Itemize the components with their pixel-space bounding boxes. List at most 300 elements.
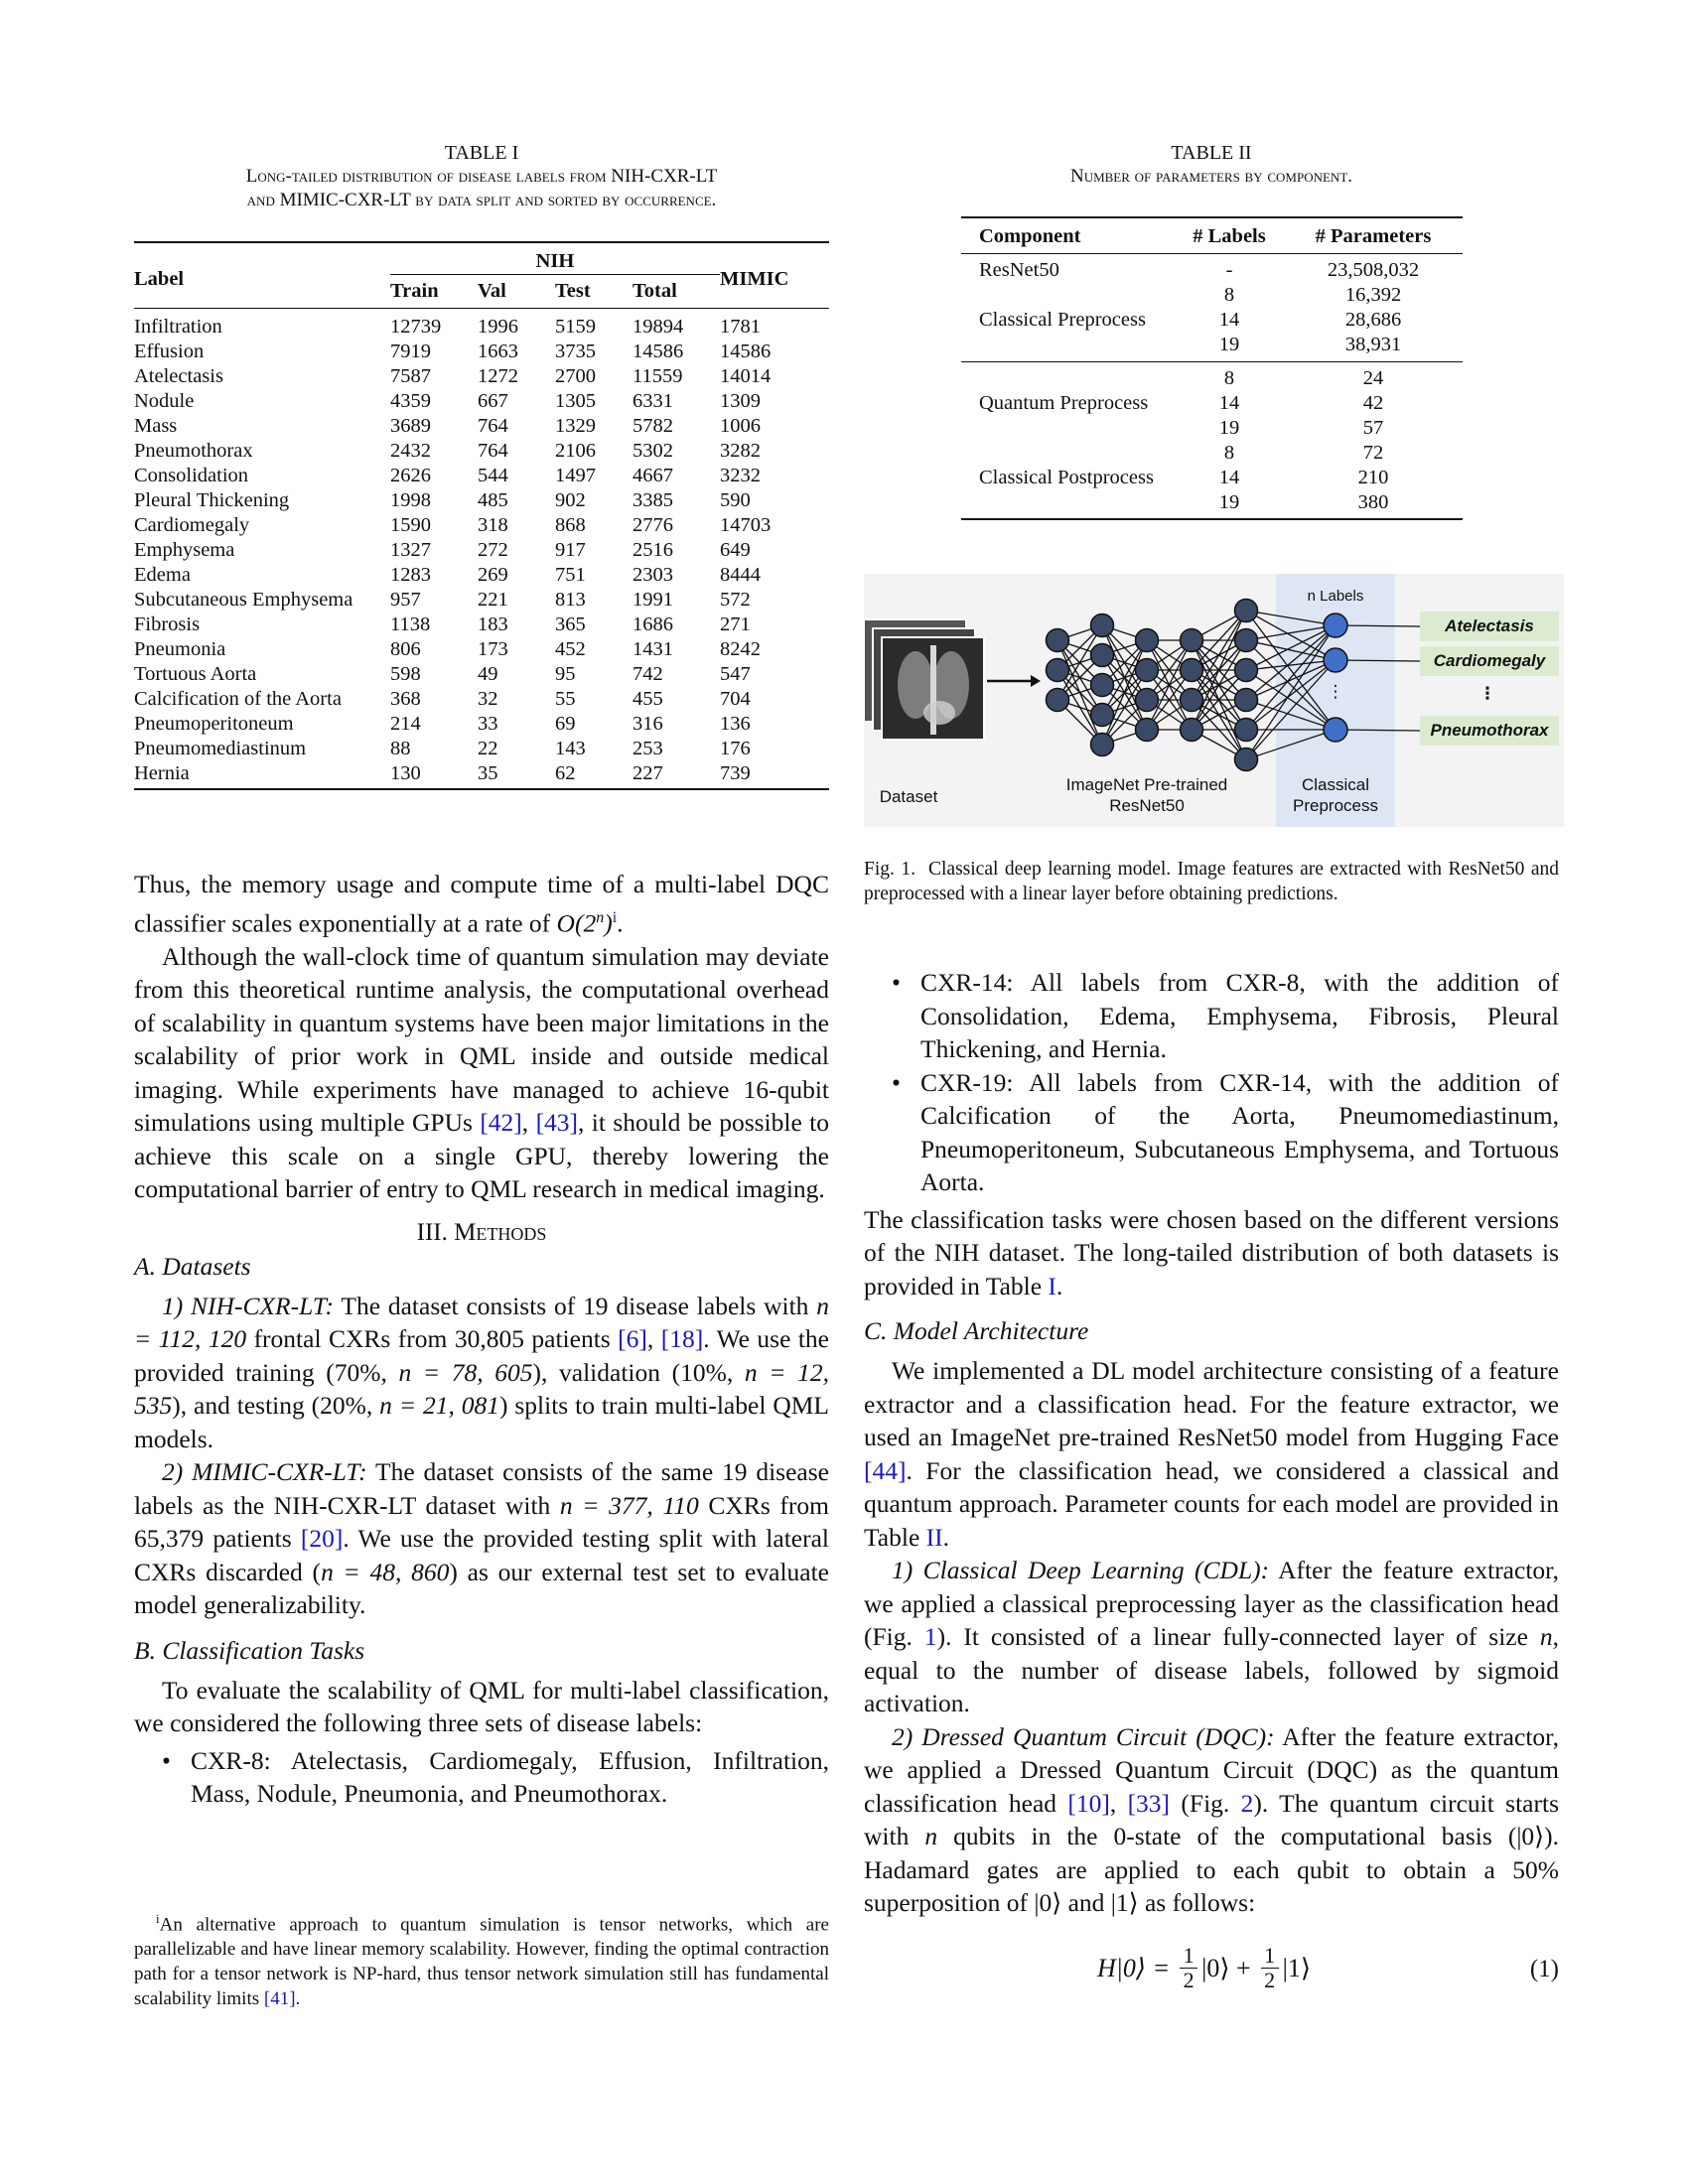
output-label-atelectasis: Atelectasis <box>1445 616 1534 635</box>
para-dqc: 2) Dressed Quantum Circuit (DQC): After the feature extractor, we applied a Dressed Quantum Circuit (DQC) as the quantum classification head [10], [33] (Fig. 2). The quantum circuit starts with n qubits in the 0-state of the computational basis (|0⟩). Hadamard gates are applied to each qubit to obtain a 50% superposition of |0⟩ and |1⟩ as follows: <box>864 1721 1559 1917</box>
ma-text-b: . For the classification head, we considered a classical and quantum approach. Parameter counts for each model are provided in Table <box>864 1455 1559 1552</box>
table1-caption <box>134 141 829 212</box>
table-cell-value: 6331 <box>633 390 673 412</box>
table-cell-value: 2700 <box>555 365 596 387</box>
eq-frac-1: $\frac{1}{2}$ <box>1180 1944 1197 1992</box>
table-cell-value: 806 <box>390 638 421 660</box>
table2-labels-cell: 8 <box>1223 284 1235 306</box>
table-cell-value: 1686 <box>633 614 673 635</box>
para-wall-clock-end: , it should be possible to achieve this scale on a single GPU, thereby lowering the computational barrier of entry to QML research in medical imaging. <box>134 1108 830 1203</box>
table-cell-value: 272 <box>478 539 508 561</box>
table-row <box>134 538 829 563</box>
table-cell-label: Infiltration <box>134 316 222 338</box>
table-cell-value: 14014 <box>720 365 772 387</box>
table-cell-value: 1305 <box>555 390 596 412</box>
table-cell-value: 2626 <box>390 465 431 486</box>
table-cell-value: 957 <box>390 589 421 611</box>
table1 <box>134 241 829 790</box>
table1-header-mimic: MIMIC <box>720 268 789 290</box>
cite-41[interactable]: [41] <box>263 1988 296 2010</box>
table2-component-cell <box>961 441 1175 466</box>
table-cell-value: 1590 <box>390 514 431 536</box>
para-wall-clock: Although the wall-clock time of quantum simulation may deviate from this theoretical runtime analysis, the computational overhead of scalability in quantum systems have been major limitations in the scalability of prior work in QML inside and outside medical imaging. While experiments have managed to achieve 16-qubit simulations using multiple GPUs [42], [43], it should be possible to achieve this scale on a single GPU, thereby lowering the computational barrier of entry to QML research in medical imaging. <box>134 941 830 1203</box>
table-cell-value: 271 <box>720 614 751 635</box>
table-cell-value: 8242 <box>720 638 761 660</box>
table2-params-cell: 380 <box>1357 491 1389 513</box>
table-cell-label: Consolidation <box>134 465 249 486</box>
cite-10[interactable]: [10] <box>1067 1788 1110 1818</box>
table-cell-value: 649 <box>720 539 751 561</box>
network-node <box>1091 734 1114 756</box>
para-classification-tasks: To evaluate the scalability of QML for multi-label classification, we considered the following three sets of disease labels: <box>134 1675 829 1737</box>
table-cell-value: 35 <box>478 762 498 784</box>
table1-number: TABLE I <box>444 142 519 164</box>
table-cell-value: 143 <box>555 738 586 759</box>
table2-labels-cell: 19 <box>1218 491 1240 513</box>
table-cell-value: 1781 <box>720 316 761 338</box>
table-cell-value: 1998 <box>390 489 431 511</box>
table-row <box>134 340 829 364</box>
para-model-architecture: We implemented a DL model architecture consisting of a feature extractor and a classification head. For the feature extractor, we used an ImageNet pre-trained ResNet50 model from Hugging Face [44]. For the classification head, we considered a classical and quantum approach. Parameter counts for each model are provided in Table II. <box>864 1356 1559 1552</box>
nih-dataset-head: 1) NIH-CXR-LT: <box>162 1291 335 1320</box>
figure1-diagram <box>864 574 1564 827</box>
equation-1-body: H|0⟩ = $\frac{1}{2}$ |0⟩ + $\frac{1}{2}$ |1⟩ <box>1097 1943 1311 1992</box>
table2-params-cell: 23,508,032 <box>1327 259 1420 281</box>
table-row <box>134 439 829 464</box>
table2-labels-cell: 14 <box>1218 309 1240 331</box>
mimic-n-test: n = 48, 860 <box>321 1557 450 1586</box>
table-cell-value: 1272 <box>478 365 518 387</box>
table-cell-value: 2776 <box>633 514 673 536</box>
table-cell-value: 183 <box>478 614 508 635</box>
table-cell-value: 32 <box>478 688 498 710</box>
table-cell-value: 751 <box>555 564 586 586</box>
table-row <box>961 466 1463 490</box>
ref-fig-1[interactable]: 1 <box>923 1622 937 1651</box>
cdl-head: 1) Classical Deep Learning (CDL): <box>892 1556 1270 1584</box>
table-cell-label: Pneumoperitoneum <box>134 713 294 735</box>
table-row <box>134 588 829 613</box>
network-node <box>1235 719 1258 742</box>
table2-labels-cell: 14 <box>1218 467 1240 488</box>
table-cell-value: 95 <box>555 663 576 685</box>
equation-1 <box>864 1936 1559 2005</box>
table-cell-value: 764 <box>478 415 508 437</box>
dqc-n: n <box>924 1822 938 1850</box>
para-mimic-dataset <box>134 1455 829 1622</box>
table2-labels-cell: 19 <box>1218 334 1240 355</box>
table-row <box>961 283 1463 308</box>
table2 <box>961 216 1463 520</box>
nih-n-val: n = 12, 535 <box>134 1357 830 1420</box>
list-item-cxr8: • CXR-8: Atelectasis, Cardiomegaly, Effusion, Infiltration, Mass, Nodule, Pneumonia, and Pneumothorax. <box>162 1745 829 1808</box>
table-cell-value: 1329 <box>555 415 596 437</box>
table-cell-label: Effusion <box>134 341 205 362</box>
table-cell-value: 902 <box>555 489 586 511</box>
table-cell-value: 130 <box>390 762 421 784</box>
table-cell-value: 742 <box>633 663 663 685</box>
table-cell-value: 88 <box>390 738 411 759</box>
table2-number: TABLE II <box>1171 142 1252 164</box>
network-node <box>1091 704 1114 727</box>
table-cell-value: 14703 <box>720 514 772 536</box>
table-cell-value: 365 <box>555 614 586 635</box>
network-node <box>1181 719 1203 742</box>
task-list-left <box>134 1744 829 1811</box>
task-list-right <box>864 966 1559 1199</box>
table-row <box>134 712 829 737</box>
nih-text-f: ) splits to train multi-label QML models. <box>134 1391 829 1453</box>
table2-component-cell: Quantum Preprocess <box>979 392 1149 414</box>
table-cell-label: Subcutaneous Emphysema <box>134 589 353 611</box>
cxr19-text: CXR-19: All labels from CXR-14, with the addition of Calcification of the Aorta, Pneumomediastinum, Pneumoperitoneum, Subcutaneous Emphysema, and Tortuous Aorta. <box>920 1067 1559 1196</box>
table-row <box>134 464 829 488</box>
table-cell-value: 69 <box>555 713 576 735</box>
table-cell-value: 485 <box>478 489 508 511</box>
table-cell-value: 3735 <box>555 341 596 362</box>
table-cell-value: 227 <box>633 762 663 784</box>
nih-text-d: ), validation (10%, <box>532 1357 745 1387</box>
para-cdl <box>864 1554 1559 1720</box>
table-cell-value: 1663 <box>478 341 518 362</box>
table-row <box>961 490 1463 519</box>
table-row <box>134 364 829 389</box>
eq-lhs: H|0⟩ = <box>1097 1953 1171 1982</box>
network-node <box>1091 614 1114 637</box>
para-tasks-chosen: The classification tasks were chosen based on the different versions of the NIH dataset. The long-tailed distribution of both datasets is provided in Table I. <box>864 1204 1559 1300</box>
backbone-label-2: ResNet50 <box>1109 796 1185 815</box>
table-cell-value: 253 <box>633 738 663 759</box>
table2-params-cell: 57 <box>1362 417 1384 439</box>
cdl-text-b: ). It consisted of a linear fully-connected layer of size <box>936 1622 1540 1651</box>
table2-params-cell: 24 <box>1362 367 1384 389</box>
list-item-cxr19: • CXR-19: All labels from CXR-14, with the addition of Calcification of the Aorta, Pneumomediastinum, Pneumoperitoneum, Subcutaneous Emphysema, and Tortuous Aorta. <box>892 1067 1559 1196</box>
table2-labels-cell: 14 <box>1218 392 1240 414</box>
table-row <box>134 488 829 513</box>
table-cell-value: 2303 <box>633 564 673 586</box>
table2-component-cell <box>961 333 1175 362</box>
table-cell-label: Hernia <box>134 762 190 784</box>
table-cell-label: Pneumothorax <box>134 440 253 462</box>
table-row <box>134 414 829 439</box>
table-cell-label: Cardiomegaly <box>134 514 250 536</box>
table-cell-value: 49 <box>478 663 498 685</box>
left-body: Thus, the memory usage and compute time of a multi-label DQC classifier scales exponentially at a rate of O(2$^n$)$^i$. Although the wall-clock time of quantum simulation may deviate from this theoretical runtime analysis, the computational overhead of scalability in quantum systems have been major limitations in the scalability of prior work in QML inside and outside medical imaging. While experiments have managed to achieve 16-qubit simulations using multiple GPUs [42], [43], it should be possible to achieve this scale on a single GPU, thereby lowering the computational barrier of entry to QML research in medical imaging. III. Methods A. Datasets 1) NIH-CXR-LT: The dataset consists of 19 disease labels with n = 112, 120 frontal CXRs from 30,805 patients [6], [18]. We use the provided training (70%, n = 78, 605), validation (10%, n = 12, 535), and testing (20%, n = 21, 081) splits to train multi-label QML models. 2) MIMIC-CXR-LT: The dataset consists of the same 19 disease labels as the NIH-CXR-LT dataset with n = 377, 110 CXRs from 65,379 patients [20]. We use the provided testing split with lateral CXRs discarded (n = 48, 860) as our external test set to evaluate model generalizability. B. Classification Tasks To evaluate the scalability of QML for multi-label classification, we considered the following three sets of disease labels: • CXR-8: Atelectasis, Cardiomegaly, Effusion, Infiltration, Mass, Nodule, Pneumonia, and Pneumothorax. <box>134 868 829 1811</box>
table2-title: Number of parameters by component. <box>1069 166 1353 187</box>
table2-component-cell <box>961 362 1175 392</box>
table-cell-value: 4359 <box>390 390 431 412</box>
ref-fig-2[interactable]: 2 <box>1240 1788 1254 1818</box>
table-cell-label: Nodule <box>134 390 195 412</box>
table-cell-value: 3385 <box>633 489 673 511</box>
footnote-ref-i[interactable]: i <box>612 908 618 926</box>
network-node <box>1047 629 1069 652</box>
footnote-text: An alternative approach to quantum simulation is tensor networks, which are parallelizable and have linear memory scalability. However, finding the optimal contraction path for a tensor network is NP-hard, thus tensor network simulation still has fundamental scalability limits <box>134 1914 829 2010</box>
table1-subheader-total: Total <box>633 280 677 302</box>
table-cell-value: 1497 <box>555 465 596 486</box>
nih-text-c: . We use the provided training (70%, <box>134 1324 830 1387</box>
table2-component-cell <box>961 416 1175 441</box>
xray-images-icon <box>864 619 984 740</box>
para-wall-clock-text: Although the wall-clock time of quantum simulation may deviate from this theoretical runtime analysis, the computational overhead of scalability in quantum systems have been major limitations in the scalability of prior work in QML inside and outside medical imaging. While experiments have managed to achieve 16-qubit simulations using multiple GPUs <box>134 941 829 1137</box>
dqc-head: 2) Dressed Quantum Circuit (DQC): <box>892 1721 1275 1751</box>
cite-33[interactable]: [33] <box>1127 1788 1171 1818</box>
table-row <box>134 613 829 637</box>
table-cell-label: Fibrosis <box>134 614 201 635</box>
table-cell-value: 22 <box>478 738 498 759</box>
table-cell-label: Tortuous Aorta <box>134 663 257 685</box>
table-cell-value: 176 <box>720 738 751 759</box>
table-row <box>134 662 829 687</box>
table-cell-label: Mass <box>134 415 178 437</box>
table-row <box>961 308 1463 333</box>
nih-n-total: n = 112, 120 <box>134 1291 829 1353</box>
output-node <box>1324 648 1347 672</box>
table-cell-label: Edema <box>134 564 191 586</box>
table-cell-value: 318 <box>478 514 508 536</box>
dataset-label: Dataset <box>879 787 938 806</box>
table-cell-value: 704 <box>720 688 751 710</box>
table-cell-value: 1138 <box>390 614 431 635</box>
table2-component-cell <box>961 490 1175 519</box>
table-cell-value: 590 <box>720 489 751 511</box>
head-label-2: Preprocess <box>1293 796 1378 815</box>
table2-params-cell: 210 <box>1357 467 1389 488</box>
output-node <box>1324 614 1347 637</box>
table-row <box>134 563 829 588</box>
dqc-text-b: ). The quantum circuit starts with <box>864 1788 1559 1850</box>
n-labels-text: n Labels <box>1307 588 1364 605</box>
table-cell-value: 1006 <box>720 415 761 437</box>
table-cell-value: 2432 <box>390 440 431 462</box>
table1-header-label: Label <box>134 268 185 290</box>
table-cell-value: 1327 <box>390 539 431 561</box>
table-row <box>961 333 1463 362</box>
subsection-model-architecture: C. Model Architecture <box>864 1316 1089 1345</box>
table2-header-labels: # Labels <box>1193 225 1266 247</box>
table2-component-cell: Classical Postprocess <box>979 467 1154 488</box>
head-label-1: Classical <box>1301 775 1370 794</box>
output-label-pneumothorax: Pneumothorax <box>1430 721 1549 740</box>
table-cell-value: 5782 <box>633 415 673 437</box>
table2-params-cell: 38,931 <box>1344 334 1402 355</box>
mimic-dataset-head: 2) MIMIC-CXR-LT: <box>162 1457 367 1486</box>
network-node <box>1091 644 1114 667</box>
table-cell-value: 11559 <box>633 365 683 387</box>
nih-text-e: ), and testing (20%, <box>172 1391 380 1420</box>
table-cell-value: 62 <box>555 762 576 784</box>
cxr14-text: CXR-14: All labels from CXR-8, with the addition of Consolidation, Edema, Emphysema, Fibrosis, Pleural Thickening, and Hernia. <box>920 968 1559 1063</box>
table-cell-value: 764 <box>478 440 508 462</box>
mimic-n-total: n = 377, 110 <box>559 1490 699 1520</box>
table-cell-value: 1283 <box>390 564 431 586</box>
network-node <box>1235 749 1258 771</box>
table-cell-value: 3282 <box>720 440 761 462</box>
table2-params-cell: 16,392 <box>1344 284 1402 306</box>
network-node <box>1235 629 1258 652</box>
table-cell-value: 3689 <box>390 415 431 437</box>
cxr8-text: CXR-8: Atelectasis, Cardiomegaly, Effusion, Infiltration, Mass, Nodule, Pneumonia, and Pneumothorax. <box>191 1745 829 1808</box>
mimic-text-c: . We use the provided testing split with lateral CXRs discarded ( <box>134 1524 829 1586</box>
table2-component-cell: Classical Preprocess <box>979 309 1146 331</box>
table-row <box>961 391 1463 416</box>
table-cell-value: 5302 <box>633 440 673 462</box>
table-row <box>134 389 829 414</box>
table-cell-value: 14586 <box>720 341 772 362</box>
table-row <box>961 416 1463 441</box>
table-row <box>961 441 1463 466</box>
para-nih-dataset: 1) NIH-CXR-LT: The dataset consists of 19 disease labels with n = 112, 120 frontal CXRs from 30,805 patients [6], [18]. We use the provided training (70%, n = 78, 605), validation (10%, n = 12, 535), and testing (20%, n = 21, 081) splits to train multi-label QML models. <box>134 1291 830 1453</box>
table2-header-component: Component <box>979 225 1081 247</box>
table-cell-label: Emphysema <box>134 539 235 561</box>
table-row <box>134 637 829 662</box>
table2-labels-cell: 8 <box>1223 442 1235 464</box>
table-cell-value: 868 <box>555 514 586 536</box>
output-node <box>1324 718 1347 742</box>
table-cell-value: 33 <box>478 713 498 735</box>
ref-table-2[interactable]: II <box>925 1522 943 1552</box>
table-cell-value: 544 <box>478 465 508 486</box>
table-cell-label: Atelectasis <box>134 365 223 387</box>
table2-header-parameters: # Parameters <box>1315 225 1432 247</box>
table2-params-cell: 28,686 <box>1344 309 1402 331</box>
subsection-datasets: A. Datasets <box>134 1251 251 1281</box>
output-label-cardiomegaly: Cardiomegaly <box>1433 651 1546 670</box>
para-memory-usage: Thus, the memory usage and compute time of a multi-label DQC classifier scales exponentially at a rate of <box>134 870 829 937</box>
dqc-text-a: After the feature extractor, we applied a Dressed Quantum Circuit (DQC) as the quantum classification head <box>864 1721 1559 1818</box>
cite-20[interactable]: [20] <box>300 1524 344 1553</box>
table-cell-value: 1431 <box>633 638 673 660</box>
footnote: $^i$An alternative approach to quantum simulation is tensor networks, which are parallelizable and have linear memory scalability. However, finding the optimal contraction path for a tensor network is NP-hard, thus tensor network simulation still has fundamental scalability limits [41]. <box>134 1911 829 2010</box>
table-cell-value: 214 <box>390 713 421 735</box>
table-cell-value: 813 <box>555 589 586 611</box>
list-item-cxr14: • CXR-14: All labels from CXR-8, with the addition of Consolidation, Edema, Emphysema, Fibrosis, Pleural Thickening, and Hernia. <box>892 968 1559 1063</box>
network-node <box>1047 689 1069 712</box>
table1-title-line2: and MIMIC-CXR-LT by data split and sorted by occurrence. <box>246 190 717 210</box>
table-cell-value: 55 <box>555 688 576 710</box>
nih-n-test: n = 21, 081 <box>379 1391 499 1420</box>
equation-1-number: (1) <box>1529 1956 1559 1982</box>
table-cell-value: 452 <box>555 638 586 660</box>
table-row <box>134 737 829 761</box>
math-big-o: O(2 <box>556 908 597 937</box>
figure1-caption-text: Classical deep learning model. Image features are extracted with ResNet50 and preprocessed with a linear layer before obtaining predictions. <box>864 859 1560 904</box>
table-row <box>134 761 829 789</box>
eq-frac-2: $\frac{1}{2}$ <box>1261 1944 1279 1992</box>
table-cell-label: Calcification of the Aorta <box>134 688 342 710</box>
table-cell-value: 8444 <box>720 564 761 586</box>
table-cell-value: 173 <box>478 638 508 660</box>
table2-component-cell: ResNet50 <box>979 259 1059 281</box>
table1-subheader-test: Test <box>555 280 591 302</box>
cite-44[interactable]: [44] <box>864 1455 907 1485</box>
table-cell-value: 1991 <box>633 589 673 611</box>
cite-18[interactable]: [18] <box>660 1324 704 1353</box>
figure1-caption-prefix: Fig. 1. <box>864 859 916 880</box>
network-node <box>1181 689 1203 712</box>
network-node <box>1235 600 1258 622</box>
table-cell-value: 2106 <box>555 440 596 462</box>
table-cell-value: 917 <box>555 539 586 561</box>
ref-table-1[interactable]: I <box>1048 1271 1056 1300</box>
nih-n-train: n = 78, 605 <box>398 1357 533 1387</box>
footnote-mark: i <box>156 1911 160 1926</box>
table-cell-value: 4667 <box>633 465 673 486</box>
subsection-classification-tasks: B. Classification Tasks <box>134 1635 365 1665</box>
network-node <box>1235 659 1258 682</box>
dqc-fig-prefix: (Fig. <box>1181 1788 1241 1818</box>
network-node <box>1091 674 1114 697</box>
network-node <box>1136 629 1159 652</box>
table-cell-value: 667 <box>478 390 508 412</box>
network-node <box>1047 659 1069 682</box>
table-cell-value: 598 <box>390 663 421 685</box>
table2-params-cell: 42 <box>1362 392 1384 414</box>
table-cell-value: 547 <box>720 663 751 685</box>
backbone-label-1: ImageNet Pre-trained <box>1065 775 1228 794</box>
table2-labels-cell: - <box>1225 259 1233 281</box>
mimic-text-d: ) as our external test set to evaluate model generalizability. <box>134 1557 830 1619</box>
right-body <box>864 966 1559 1920</box>
math-exponent: n <box>596 908 605 926</box>
output-ellipsis: ⋮ <box>1478 684 1496 703</box>
network-node <box>1181 659 1203 682</box>
table-cell-value: 739 <box>720 762 751 784</box>
table-cell-value: 14586 <box>633 341 684 362</box>
cite-42[interactable]: [42] <box>480 1108 522 1137</box>
figure1-caption <box>864 857 1559 906</box>
nih-text-a: The dataset consists of 19 disease labels with <box>334 1291 817 1320</box>
table2-caption <box>864 141 1559 189</box>
table-cell-value: 368 <box>390 688 421 710</box>
section-methods-text: III. Methods <box>416 1218 547 1246</box>
cdl-text-a: After the feature extractor, we applied a classical preprocessing layer as the classification head (Fig. <box>864 1556 1559 1651</box>
table-cell-value: 572 <box>720 589 751 611</box>
table-cell-label: Pleural Thickening <box>134 489 290 511</box>
table1-subheader-train: Train <box>390 280 439 302</box>
table-cell-value: 136 <box>720 713 751 735</box>
cdl-n: n <box>1539 1622 1553 1651</box>
cdl-text-c: , equal to the number of disease labels, followed by sigmoid activation. <box>864 1622 1560 1717</box>
table1-header-nih: NIH <box>390 242 720 275</box>
network-node <box>1181 629 1203 652</box>
table-cell-value: 316 <box>633 713 663 735</box>
table-cell-value: 269 <box>478 564 508 586</box>
table1-subheader-val: Val <box>478 280 506 302</box>
head-ellipsis: ⋮ <box>1327 682 1344 701</box>
table2-labels-cell: 8 <box>1223 367 1235 389</box>
network-node <box>1235 689 1258 712</box>
table-cell-value: 1996 <box>478 316 518 338</box>
table2-labels-cell: 19 <box>1218 417 1240 439</box>
table1-title-line1: Long-tailed distribution of disease labels from NIH-CXR-LT <box>245 166 718 187</box>
table-cell-value: 19894 <box>633 316 684 338</box>
table-cell-value: 3232 <box>720 465 761 486</box>
cite-6[interactable]: [6] <box>618 1324 647 1353</box>
table-cell-value: 455 <box>633 688 663 710</box>
dqc-text-c: qubits in the 0-state of the computational basis (|0⟩). Hadamard gates are applied to each qubit to obtain a 50% superposition of |0⟩ and |1⟩ as follows: <box>864 1822 1559 1917</box>
table2-component-cell <box>961 283 1175 308</box>
table-cell-value: 5159 <box>555 316 596 338</box>
table-cell-label: Pneumomediastinum <box>134 738 307 759</box>
table-cell-label: Pneumonia <box>134 638 226 660</box>
table-cell-value: 1309 <box>720 390 761 412</box>
table-cell-value: 221 <box>478 589 508 611</box>
table-row <box>134 309 829 341</box>
ma-text-a: We implemented a DL model architecture consisting of a feature extractor and a classification head. For the feature extractor, we used an ImageNet pre-trained ResNet50 model from Hugging Face <box>864 1356 1559 1451</box>
table-row <box>961 254 1463 284</box>
cite-43[interactable]: [43] <box>535 1108 579 1137</box>
